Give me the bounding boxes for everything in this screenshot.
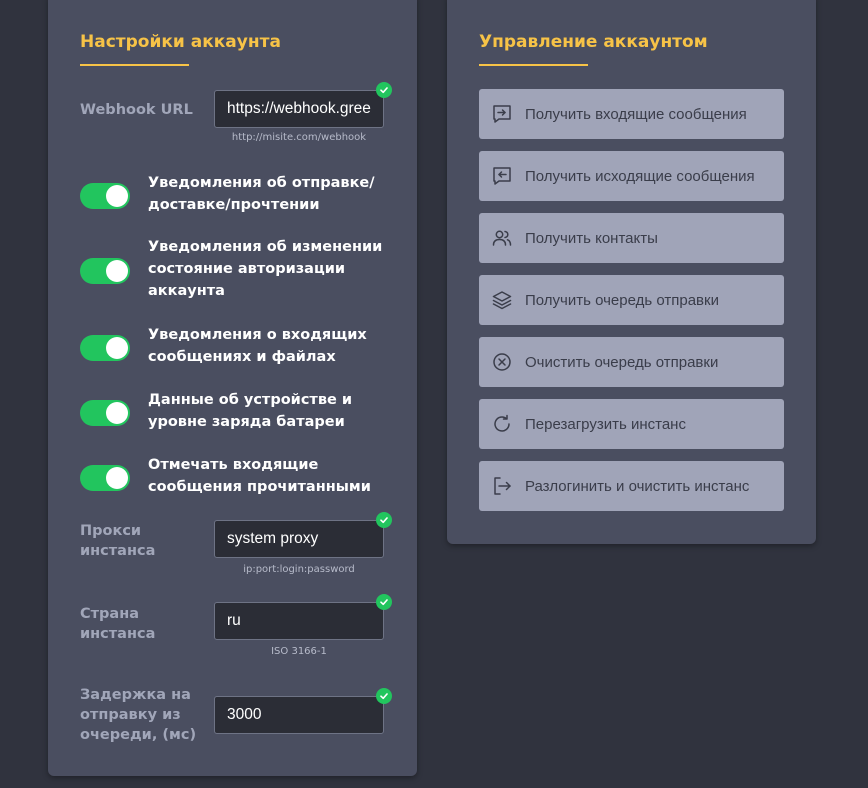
clear-circle-icon [491, 351, 513, 373]
check-icon [376, 594, 392, 610]
account-settings-panel [48, 0, 417, 776]
get-outgoing-messages-button[interactable] [479, 151, 784, 201]
logout-and-clear-button[interactable] [479, 461, 784, 511]
get-incoming-messages-button[interactable] [479, 89, 784, 139]
button-label: Разлогинить и очистить инстанс [525, 477, 750, 495]
logout-icon [491, 475, 513, 497]
account-management-panel [447, 0, 816, 544]
clear-send-queue-button[interactable] [479, 337, 784, 387]
toggle-switch-auth-state[interactable] [80, 258, 130, 284]
toggle-label-mark-read: Отмечать входящие сообщения прочитанными [148, 457, 371, 495]
button-label: Получить исходящие сообщения [525, 167, 755, 185]
toggle-knob [106, 402, 128, 424]
proxy-field [214, 520, 384, 558]
reload-icon [491, 413, 513, 435]
button-label: Получить входящие сообщения [525, 105, 747, 123]
reload-instance-button[interactable] [479, 399, 784, 449]
manage-title: Управление аккаунтом [479, 32, 708, 52]
layers-icon [491, 289, 513, 311]
check-icon [376, 512, 392, 528]
webhook-hint: http://misite.com/webhook [231, 132, 367, 143]
toggle-switch-mark-read[interactable] [80, 465, 130, 491]
toggle-label-auth-state: Уведомления об изменении состояние авторизации аккаунта [148, 239, 383, 299]
toggle-label-delivery: Уведомления об отправке/доставке/прочтении [148, 175, 375, 213]
delay-field [214, 696, 384, 734]
country-label: Страна инстанса [80, 606, 156, 642]
manage-title-underline [479, 64, 588, 66]
delay-label: Задержка на отправку из очереди, (мс) [80, 687, 197, 743]
check-icon [376, 82, 392, 98]
incoming-message-icon [491, 103, 513, 125]
button-label: Получить контакты [525, 229, 658, 247]
webhook-input[interactable] [214, 90, 384, 128]
country-hint: ISO 3166-1 [271, 646, 327, 657]
proxy-label: Прокси инстанса [80, 523, 156, 559]
webhook-field [214, 90, 384, 128]
toggle-label-device: Данные об устройстве и уровне заряда батареи [148, 392, 353, 430]
button-label: Очистить очередь отправки [525, 353, 719, 371]
toggle-switch-incoming[interactable] [80, 335, 130, 361]
button-label: Перезагрузить инстанс [525, 415, 686, 433]
toggle-knob [106, 467, 128, 489]
toggle-knob [106, 260, 128, 282]
country-input[interactable] [214, 602, 384, 640]
outgoing-message-icon [491, 165, 513, 187]
proxy-hint: ip:port:login:password [243, 564, 355, 575]
settings-title: Настройки аккаунта [80, 32, 281, 52]
country-field [214, 602, 384, 640]
proxy-input[interactable] [214, 520, 384, 558]
button-label: Получить очередь отправки [525, 291, 719, 309]
delay-input[interactable] [214, 696, 384, 734]
toggle-switch-device[interactable] [80, 400, 130, 426]
toggle-label-incoming: Уведомления о входящих сообщениях и файлах [148, 327, 367, 365]
contacts-icon [491, 227, 513, 249]
toggle-knob [106, 337, 128, 359]
toggle-knob [106, 185, 128, 207]
get-contacts-button[interactable] [479, 213, 784, 263]
toggle-switch-delivery[interactable] [80, 183, 130, 209]
webhook-label: Webhook URL [80, 102, 193, 118]
settings-title-underline [80, 64, 189, 66]
get-send-queue-button[interactable] [479, 275, 784, 325]
check-icon [376, 688, 392, 704]
